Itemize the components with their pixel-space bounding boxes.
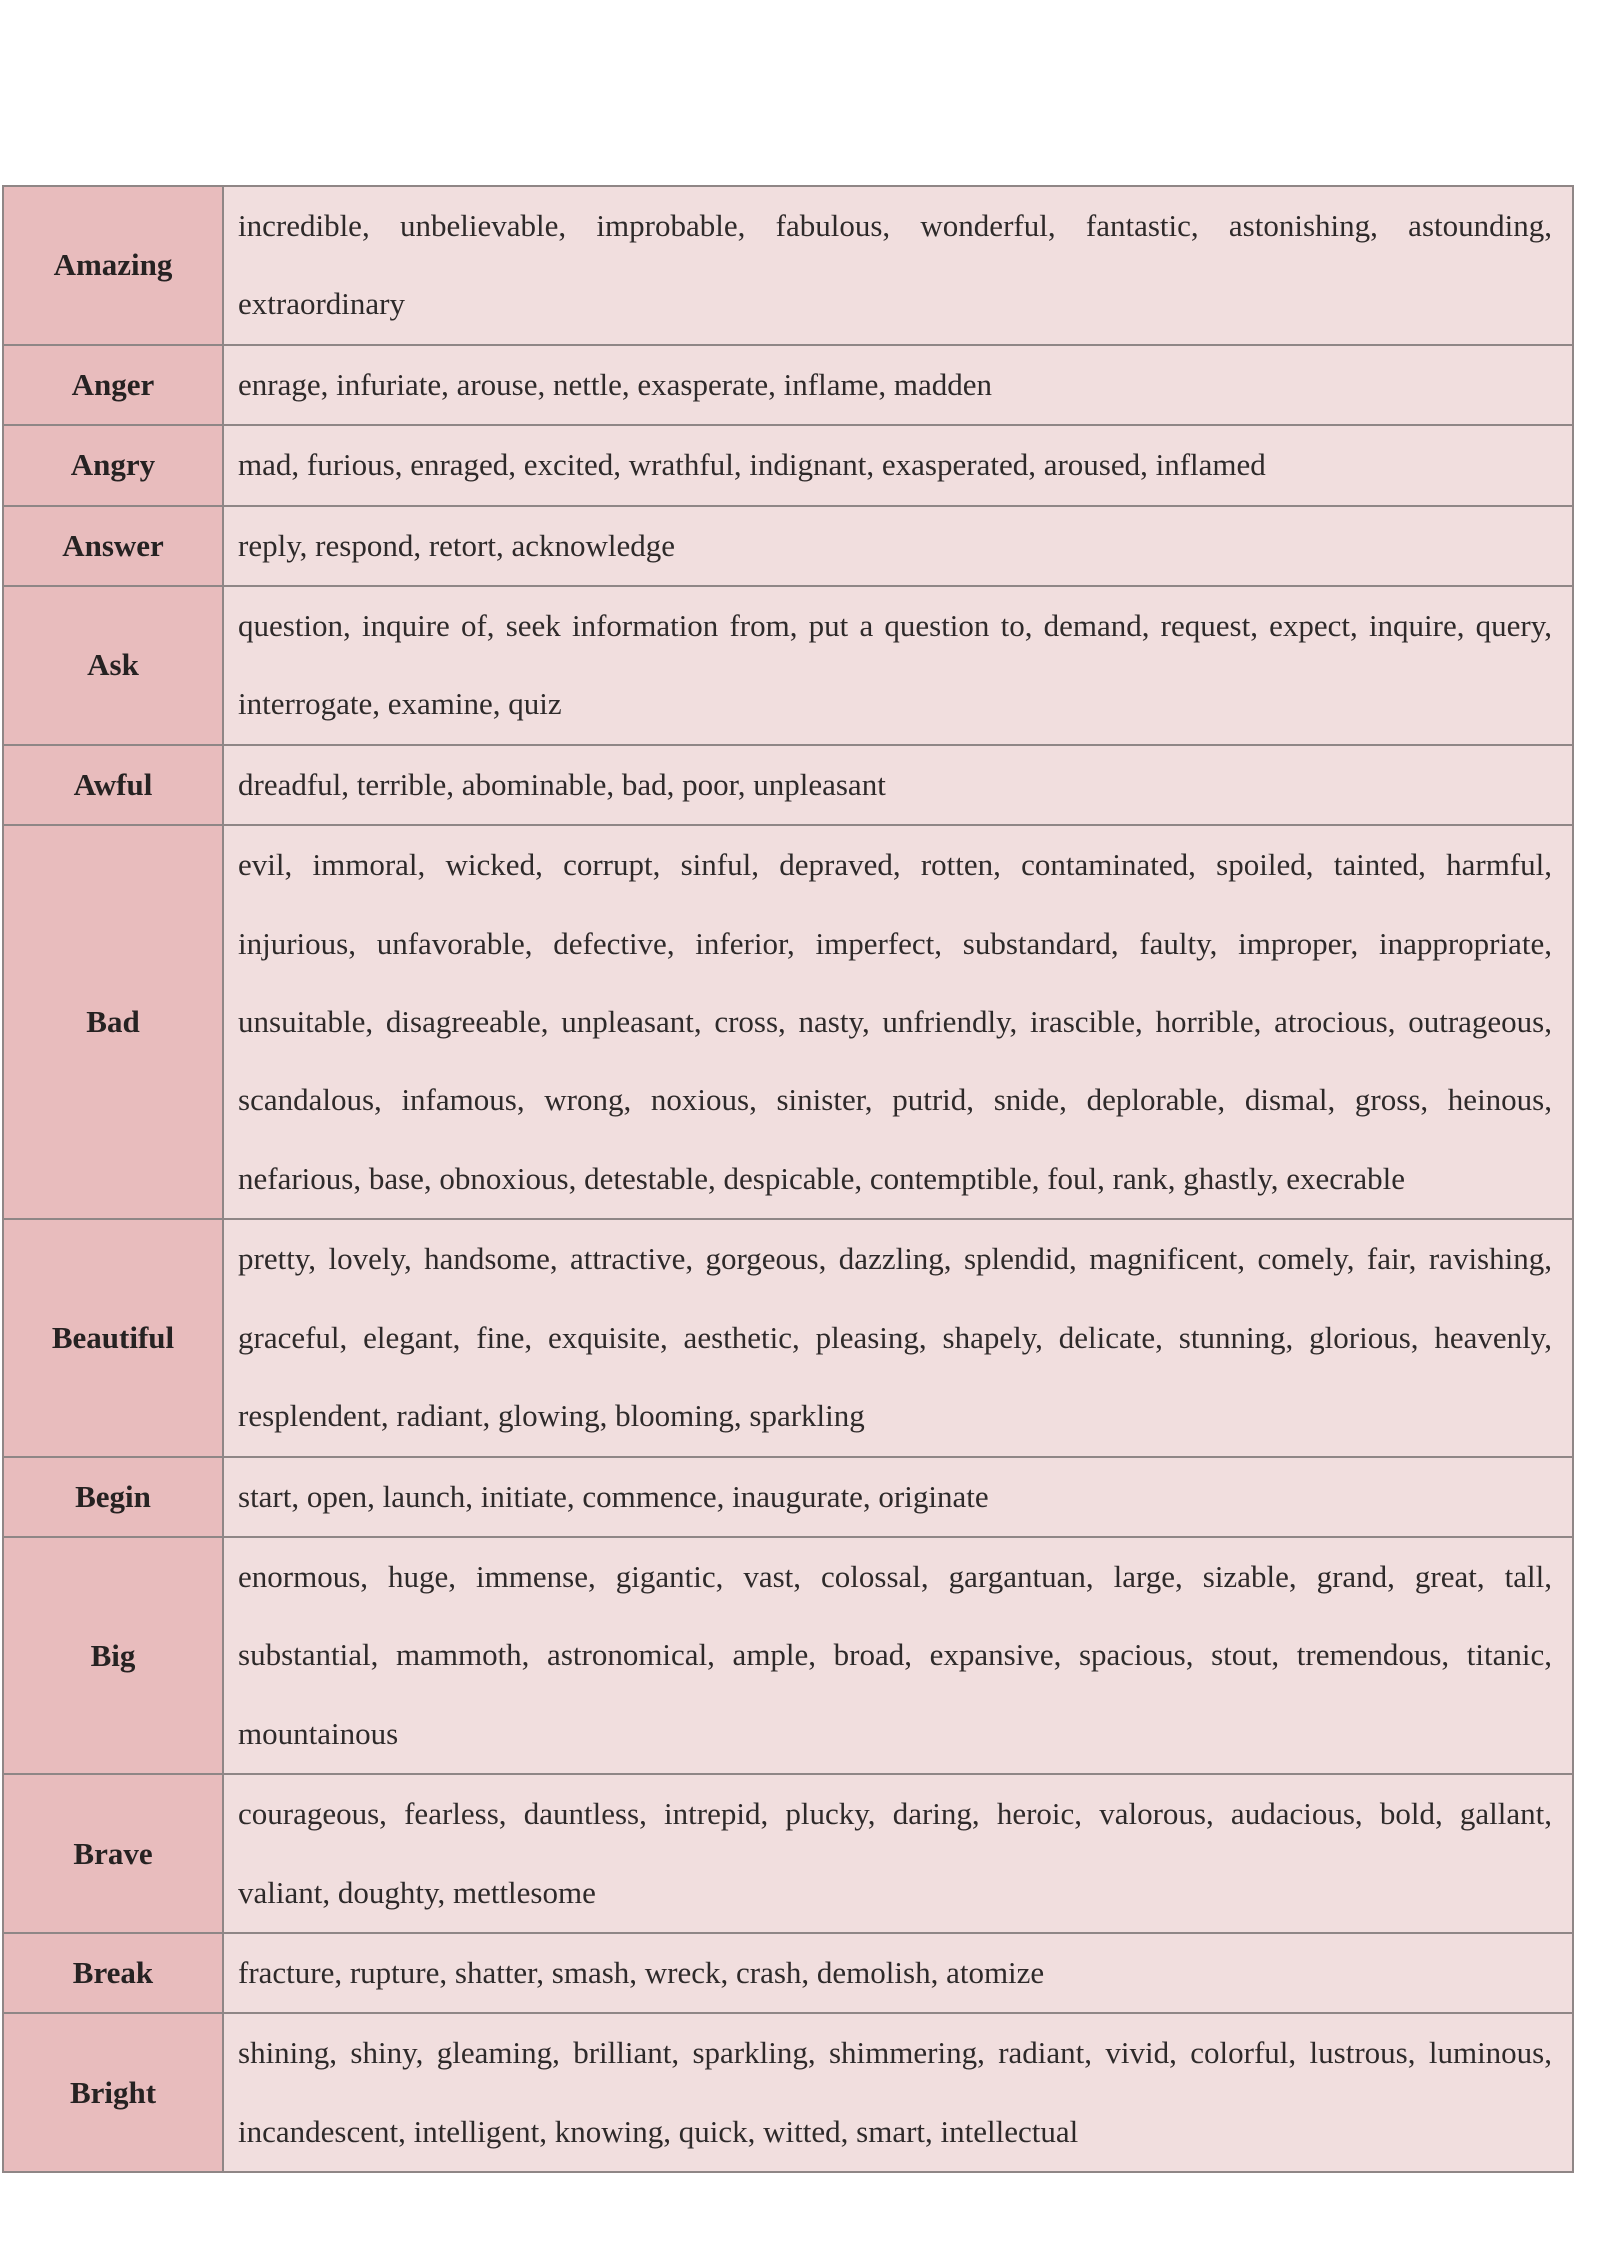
headword-cell: Bad [4, 825, 223, 1219]
synonyms-table [4, 187, 1572, 2171]
table-row [4, 187, 1572, 345]
synonyms-table-body [4, 187, 1572, 2171]
synonyms-table-frame [2, 185, 1574, 2173]
headword-cell: Break [4, 1933, 223, 2013]
headword-cell: Angry [4, 425, 223, 505]
synonyms-cell: enrage, infuriate, arouse, nettle, exasperate, inflame, madden [223, 345, 1572, 425]
table-row [4, 1933, 1572, 2013]
table-row [4, 586, 1572, 745]
table-row [4, 425, 1572, 505]
synonyms-cell: shining, shiny, gleaming, brilliant, sparkling, shimmering, radiant, vivid, colorful, lustrous, luminous, incandescent, intelligent, knowing, quick, witted, smart, intellectual [223, 2013, 1572, 2171]
table-row [4, 2013, 1572, 2171]
headword-cell: Ask [4, 586, 223, 745]
synonyms-cell: mad, furious, enraged, excited, wrathful, indignant, exasperated, aroused, inflamed [223, 425, 1572, 505]
headword-cell: Big [4, 1537, 223, 1774]
headword-cell: Beautiful [4, 1219, 223, 1456]
synonyms-cell: dreadful, terrible, abominable, bad, poor, unpleasant [223, 745, 1572, 825]
synonyms-cell: incredible, unbelievable, improbable, fabulous, wonderful, fantastic, astonishing, astounding, extraordinary [223, 187, 1572, 345]
table-row [4, 745, 1572, 825]
table-row [4, 1774, 1572, 1933]
headword-cell: Bright [4, 2013, 223, 2171]
headword-cell: Awful [4, 745, 223, 825]
synonyms-cell: fracture, rupture, shatter, smash, wreck, crash, demolish, atomize [223, 1933, 1572, 2013]
table-row [4, 1457, 1572, 1537]
headword-cell: Answer [4, 506, 223, 586]
table-row [4, 506, 1572, 586]
headword-cell: Brave [4, 1774, 223, 1933]
table-row [4, 825, 1572, 1219]
synonyms-cell: courageous, fearless, dauntless, intrepid, plucky, daring, heroic, valorous, audacious, bold, gallant, valiant, doughty, mettlesome [223, 1774, 1572, 1933]
headword-cell: Amazing [4, 187, 223, 345]
table-row [4, 1537, 1572, 1774]
synonyms-cell: start, open, launch, initiate, commence, inaugurate, originate [223, 1457, 1572, 1537]
headword-cell: Anger [4, 345, 223, 425]
table-row [4, 345, 1572, 425]
synonyms-cell: question, inquire of, seek information from, put a question to, demand, request, expect, inquire, query, interrogate, examine, quiz [223, 586, 1572, 745]
synonyms-cell: reply, respond, retort, acknowledge [223, 506, 1572, 586]
synonyms-cell: enormous, huge, immense, gigantic, vast, colossal, gargantuan, large, sizable, grand, great, tall, substantial, mammoth, astronomical, ample, broad, expansive, spacious, stout, tremendous, titanic, mountainous [223, 1537, 1572, 1774]
synonyms-cell: evil, immoral, wicked, corrupt, sinful, depraved, rotten, contaminated, spoiled, tainted, harmful, injurious, unfavorable, defective, inferior, imperfect, substandard, faulty, improper, inappropriate, unsuitable, disagreeable, unpleasant, cross, nasty, unfriendly, irascible, horrible, atrocious, outrageous, scandalous, infamous, wrong, noxious, sinister, putrid, snide, deplorable, dismal, gross, heinous, nefarious, base, obnoxious, detestable, despicable, contemptible, foul, rank, ghastly, execrable [223, 825, 1572, 1219]
synonyms-cell: pretty, lovely, handsome, attractive, gorgeous, dazzling, splendid, magnificent, comely, fair, ravishing, graceful, elegant, fine, exquisite, aesthetic, pleasing, shapely, delicate, stunning, glorious, heavenly, resplendent, radiant, glowing, blooming, sparkling [223, 1219, 1572, 1456]
table-row [4, 1219, 1572, 1456]
headword-cell: Begin [4, 1457, 223, 1537]
